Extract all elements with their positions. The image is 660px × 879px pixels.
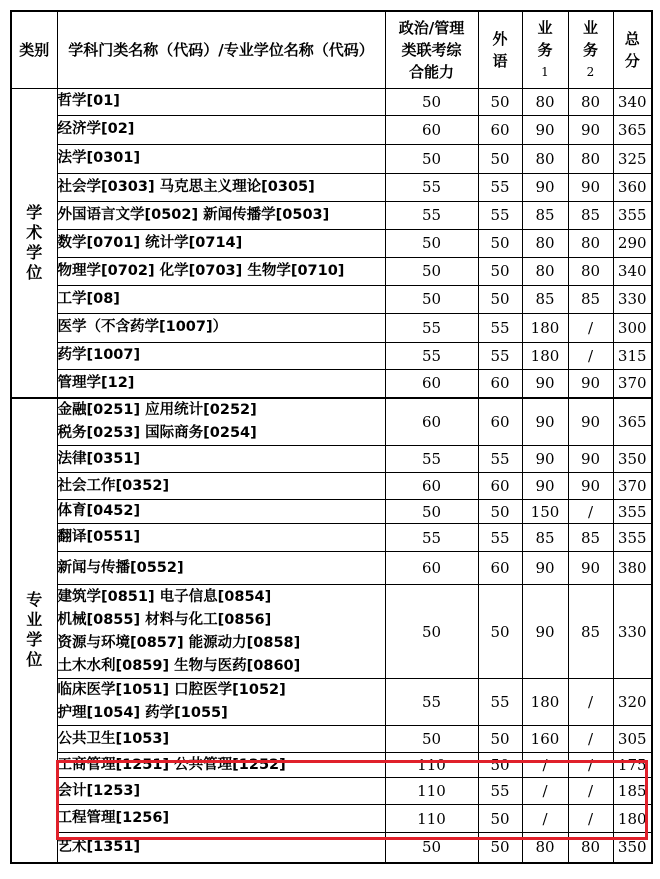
foreign-language-score: 55: [478, 342, 522, 369]
discipline-name: [57, 229, 385, 257]
subject1-score: 180: [522, 679, 568, 726]
discipline-name: [57, 342, 385, 369]
header-politics-line: 政治/管理: [398, 18, 465, 37]
subject2-score: 85: [568, 524, 613, 552]
foreign-language-score: 50: [478, 726, 522, 753]
table-body: [11, 88, 652, 863]
score-table: [10, 10, 653, 864]
politics-score: 55: [385, 313, 478, 342]
header-total: [613, 11, 652, 88]
discipline-name: [57, 115, 385, 144]
politics-score: 50: [385, 500, 478, 524]
total-score: 370: [613, 369, 652, 398]
subject2-score: 90: [568, 473, 613, 500]
politics-score: 110: [385, 753, 478, 778]
total-score: 365: [613, 115, 652, 144]
subject2-score: /: [568, 679, 613, 726]
header-foreign-line: 语: [492, 51, 508, 70]
subject2-score: /: [568, 805, 613, 833]
discipline-name: [57, 805, 385, 833]
discipline-name: [57, 679, 385, 726]
total-score: 300: [613, 313, 652, 342]
discipline-name-line: 物理学[0702] 化学[0703] 生物学[0710]: [57, 262, 345, 279]
subject2-score: /: [568, 726, 613, 753]
subject1-score: 85: [522, 201, 568, 229]
discipline-name-line: 税务[0253] 国际商务[0254]: [57, 425, 257, 441]
total-score: 180: [613, 805, 652, 833]
subject1-score: 150: [522, 500, 568, 524]
total-score: 350: [613, 446, 652, 473]
discipline-name-line: 艺术[1351]: [57, 838, 141, 855]
politics-score: 55: [385, 524, 478, 552]
table-header-row: [11, 11, 652, 88]
discipline-name: [57, 524, 385, 552]
table-row: [11, 726, 652, 753]
discipline-name: [57, 500, 385, 524]
category-label-char: 位: [26, 650, 43, 670]
header-subject2-line: 务: [582, 40, 598, 59]
subject1-score: 90: [522, 398, 568, 446]
discipline-name-line: 工程管理[1256]: [57, 810, 170, 826]
table-row: [11, 679, 652, 726]
discipline-name-line: 土木水利[0859] 生物与医药[0860]: [57, 657, 301, 674]
header-total-line: 总: [624, 29, 640, 48]
foreign-language-score: 60: [478, 552, 522, 585]
table-row: [11, 398, 652, 446]
subject2-score: 80: [568, 144, 613, 173]
table-row: [11, 552, 652, 585]
subject1-score: /: [522, 753, 568, 778]
discipline-name: [57, 778, 385, 805]
discipline-name-line: 体育[0452]: [57, 503, 141, 519]
politics-score: 50: [385, 229, 478, 257]
foreign-language-score: 55: [478, 446, 522, 473]
discipline-name-line: 法律[0351]: [57, 450, 141, 467]
table-row: [11, 833, 652, 863]
discipline-name: [57, 446, 385, 473]
subject1-score: 180: [522, 342, 568, 369]
discipline-name-line: 资源与环境[0857] 能源动力[0858]: [57, 634, 301, 651]
table-row: [11, 753, 652, 778]
foreign-language-score: 50: [478, 500, 522, 524]
table-row: [11, 369, 652, 398]
politics-score: 55: [385, 201, 478, 229]
discipline-name: [57, 726, 385, 753]
total-score: 380: [613, 552, 652, 585]
foreign-language-score: 50: [478, 585, 522, 679]
foreign-language-score: 60: [478, 398, 522, 446]
politics-score: 110: [385, 778, 478, 805]
table-row: [11, 144, 652, 173]
subject1-score: 85: [522, 524, 568, 552]
subject2-score: 80: [568, 88, 613, 115]
discipline-name-line: 经济学[02]: [57, 121, 135, 137]
discipline-name-line: 新闻与传播[0552]: [57, 559, 184, 576]
politics-score: 50: [385, 585, 478, 679]
total-score: 365: [613, 398, 652, 446]
foreign-language-score: 55: [478, 173, 522, 201]
discipline-name: [57, 552, 385, 585]
subject1-score: 90: [522, 552, 568, 585]
discipline-name-line: 工商管理[1251] 公共管理[1252]: [57, 756, 286, 773]
category-label-char: 学: [26, 242, 43, 262]
discipline-name-line: 管理学[12]: [57, 374, 135, 391]
academic-degree-label: [11, 88, 57, 398]
total-score: 290: [613, 229, 652, 257]
politics-score: 60: [385, 473, 478, 500]
subject1-score: 80: [522, 88, 568, 115]
subject2-score: /: [568, 778, 613, 805]
discipline-name: [57, 257, 385, 285]
discipline-name-line: 建筑学[0851] 电子信息[0854]: [57, 588, 272, 605]
header-subject1-line: 1: [541, 64, 549, 79]
total-score: 355: [613, 524, 652, 552]
discipline-name-line: 社会工作[0352]: [57, 477, 170, 494]
subject1-score: 180: [522, 313, 568, 342]
subject2-score: /: [568, 342, 613, 369]
subject1-score: /: [522, 805, 568, 833]
total-score: 185: [613, 778, 652, 805]
discipline-name: [57, 398, 385, 446]
table-row: [11, 805, 652, 833]
header-subject1: [522, 11, 568, 88]
foreign-language-score: 50: [478, 144, 522, 173]
politics-score: 55: [385, 679, 478, 726]
header-subject1-line: 业: [537, 18, 553, 37]
subject2-score: 90: [568, 369, 613, 398]
foreign-language-score: 50: [478, 833, 522, 863]
total-score: 175: [613, 753, 652, 778]
table-row: [11, 313, 652, 342]
subject1-score: /: [522, 778, 568, 805]
subject2-score: 90: [568, 552, 613, 585]
politics-score: 60: [385, 552, 478, 585]
header-foreign: [478, 11, 522, 88]
subject1-score: 90: [522, 369, 568, 398]
header-category: 类别: [11, 11, 57, 88]
politics-score: 60: [385, 369, 478, 398]
table-row: [11, 115, 652, 144]
foreign-language-score: 50: [478, 753, 522, 778]
discipline-name-line: 哲学[01]: [57, 93, 120, 109]
table-row: [11, 88, 652, 115]
discipline-name: [57, 369, 385, 398]
category-label-char: 术: [26, 222, 43, 242]
total-score: 355: [613, 500, 652, 524]
discipline-name: [57, 313, 385, 342]
header-discipline: 学科门类名称（代码）/专业学位名称（代码）: [57, 11, 385, 88]
foreign-language-score: 55: [478, 679, 522, 726]
table-row: [11, 778, 652, 805]
table-row: [11, 201, 652, 229]
politics-score: 50: [385, 285, 478, 313]
discipline-name-line: 会计[1253]: [57, 782, 141, 799]
subject1-score: 90: [522, 173, 568, 201]
category-label-char: 业: [26, 610, 43, 630]
subject1-score: 160: [522, 726, 568, 753]
discipline-name-line: 数学[0701] 统计学[0714]: [57, 234, 243, 251]
discipline-name-line: 公共卫生[1053]: [57, 730, 170, 747]
politics-score: 60: [385, 115, 478, 144]
subject1-score: 90: [522, 473, 568, 500]
total-score: 325: [613, 144, 652, 173]
table-row: [11, 446, 652, 473]
politics-score: 50: [385, 726, 478, 753]
header-subject2-line: 业: [582, 18, 598, 37]
foreign-language-score: 55: [478, 524, 522, 552]
discipline-name-line: 外国语言文学[0502] 新闻传播学[0503]: [57, 206, 330, 223]
header-subject1-line: 务: [537, 40, 553, 59]
politics-score: 50: [385, 257, 478, 285]
politics-score: 55: [385, 446, 478, 473]
foreign-language-score: 55: [478, 778, 522, 805]
total-score: 340: [613, 88, 652, 115]
total-score: 315: [613, 342, 652, 369]
table-row: [11, 257, 652, 285]
table-row: [11, 524, 652, 552]
total-score: 330: [613, 585, 652, 679]
foreign-language-score: 50: [478, 257, 522, 285]
foreign-language-score: 50: [478, 88, 522, 115]
subject2-score: 80: [568, 229, 613, 257]
discipline-name: [57, 144, 385, 173]
subject2-score: 85: [568, 285, 613, 313]
table-row: [11, 585, 652, 679]
politics-score: 50: [385, 144, 478, 173]
category-label-char: 专: [26, 590, 43, 610]
foreign-language-score: 50: [478, 805, 522, 833]
subject1-score: 80: [522, 257, 568, 285]
header-total-line: 分: [624, 51, 640, 70]
total-score: 355: [613, 201, 652, 229]
subject1-score: 80: [522, 144, 568, 173]
foreign-language-score: 60: [478, 473, 522, 500]
subject1-score: 90: [522, 585, 568, 679]
discipline-name-line: 翻译[0551]: [57, 529, 141, 545]
subject1-score: 90: [522, 115, 568, 144]
subject1-score: 85: [522, 285, 568, 313]
category-label-char: 学: [26, 202, 43, 222]
foreign-language-score: 55: [478, 313, 522, 342]
foreign-language-score: 55: [478, 201, 522, 229]
discipline-name-line: 医学（不含药学[1007]）: [57, 319, 228, 335]
foreign-language-score: 50: [478, 285, 522, 313]
politics-score: 55: [385, 342, 478, 369]
subject2-score: 90: [568, 115, 613, 144]
discipline-name: [57, 585, 385, 679]
discipline-name-line: 工学[08]: [57, 290, 120, 307]
discipline-name: [57, 833, 385, 863]
total-score: 320: [613, 679, 652, 726]
discipline-name: [57, 88, 385, 115]
subject2-score: 80: [568, 833, 613, 863]
discipline-name-line: 机械[0855] 材料与化工[0856]: [57, 611, 272, 628]
discipline-name: [57, 753, 385, 778]
total-score: 330: [613, 285, 652, 313]
subject2-score: 85: [568, 201, 613, 229]
table-row: [11, 500, 652, 524]
subject2-score: /: [568, 500, 613, 524]
foreign-language-score: 60: [478, 115, 522, 144]
discipline-name: [57, 473, 385, 500]
category-label-char: 位: [26, 262, 43, 282]
politics-score: 50: [385, 88, 478, 115]
discipline-name: [57, 201, 385, 229]
discipline-name-line: 护理[1054] 药学[1055]: [57, 705, 228, 721]
subject2-score: 80: [568, 257, 613, 285]
discipline-name: [57, 285, 385, 313]
table-row: [11, 285, 652, 313]
subject2-score: 90: [568, 446, 613, 473]
politics-score: 55: [385, 173, 478, 201]
subject1-score: 80: [522, 833, 568, 863]
subject2-score: /: [568, 313, 613, 342]
header-subject2: [568, 11, 613, 88]
politics-score: 50: [385, 833, 478, 863]
header-politics-line: 类联考综: [401, 40, 462, 59]
table-row: [11, 473, 652, 500]
discipline-name-line: 药学[1007]: [57, 347, 141, 363]
table-row: [11, 173, 652, 201]
table-row: [11, 229, 652, 257]
header-foreign-line: 外: [492, 29, 508, 48]
politics-score: 110: [385, 805, 478, 833]
discipline-name-line: 金融[0251] 应用统计[0252]: [57, 402, 257, 418]
total-score: 350: [613, 833, 652, 863]
foreign-language-score: 50: [478, 229, 522, 257]
foreign-language-score: 60: [478, 369, 522, 398]
table-row: [11, 342, 652, 369]
discipline-name-line: 法学[0301]: [57, 150, 141, 166]
subject1-score: 90: [522, 446, 568, 473]
header-subject2-line: 2: [586, 64, 595, 79]
subject2-score: 90: [568, 398, 613, 446]
subject2-score: 85: [568, 585, 613, 679]
subject2-score: 90: [568, 173, 613, 201]
subject2-score: /: [568, 753, 613, 778]
total-score: 340: [613, 257, 652, 285]
professional-degree-label: [11, 398, 57, 863]
total-score: 360: [613, 173, 652, 201]
header-politics-line: 合能力: [408, 62, 454, 81]
discipline-name-line: 临床医学[1051] 口腔医学[1052]: [57, 682, 286, 698]
subject1-score: 80: [522, 229, 568, 257]
discipline-name: [57, 173, 385, 201]
discipline-name-line: 社会学[0303] 马克思主义理论[0305]: [57, 178, 315, 195]
politics-score: 60: [385, 398, 478, 446]
category-label-char: 学: [26, 630, 43, 650]
total-score: 370: [613, 473, 652, 500]
header-politics: [385, 11, 478, 88]
total-score: 305: [613, 726, 652, 753]
